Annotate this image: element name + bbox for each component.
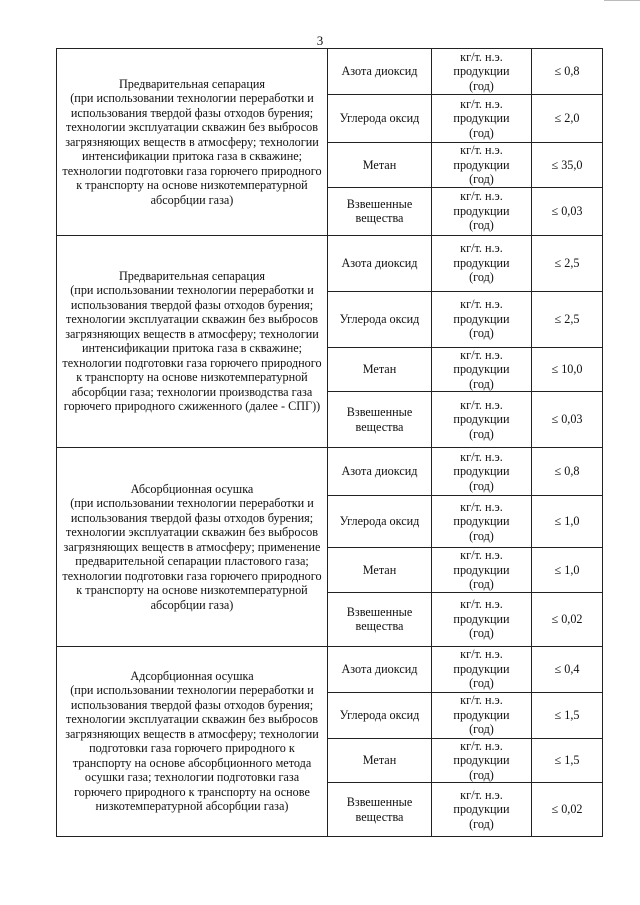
unit-line: кг/т. н.э. — [460, 397, 503, 412]
value-cell: ≤ 1,5 — [532, 692, 603, 738]
process-description: (при использовании технологии переработки и использования твердой фазы отходов бурения; технологии эксплуатации скважин без выбросов загрязняющих веществ в атмосферу; технологии подготовки газа горючего природного к транспорту на основе абсорбционного метода осушки газа; технологии подготовки газа горючего природного к транспорту на основе низкотемпературной абсорбции газа) — [65, 683, 319, 814]
emissions-table — [56, 48, 603, 837]
unit-line: (год) — [469, 125, 494, 140]
unit-cell — [432, 692, 532, 738]
unit-line: (год) — [469, 426, 494, 441]
substance-cell: Азота диоксид — [328, 448, 432, 496]
unit-line: продукции — [453, 661, 510, 676]
unit-line: (год) — [469, 816, 494, 831]
process-cell — [57, 49, 328, 236]
process-cell — [57, 646, 328, 837]
unit-line: (год) — [469, 626, 494, 641]
value-cell: ≤ 0,4 — [532, 646, 603, 692]
substance-cell: Метан — [328, 738, 432, 783]
substance-cell: Метан — [328, 548, 432, 593]
unit-line: продукции — [453, 514, 510, 529]
unit-line: кг/т. н.э. — [460, 787, 503, 802]
substance-cell: Взвешенные вещества — [328, 187, 432, 235]
process-title: Предварительная сепарация — [119, 268, 265, 283]
value-cell: ≤ 0,02 — [532, 783, 603, 837]
unit-line: продукции — [453, 707, 510, 722]
unit-line: (год) — [469, 172, 494, 186]
unit-line: кг/т. н.э. — [460, 647, 503, 662]
unit-cell — [432, 496, 532, 548]
value-cell: ≤ 35,0 — [532, 143, 603, 188]
substance-cell: Метан — [328, 347, 432, 392]
unit-cell — [432, 235, 532, 291]
table-row — [57, 448, 603, 496]
substance-cell: Углерода оксид — [328, 291, 432, 347]
value-cell: ≤ 0,03 — [532, 392, 603, 448]
substance-cell: Азота диоксид — [328, 235, 432, 291]
unit-line: продукции — [453, 311, 510, 326]
unit-cell — [432, 347, 532, 392]
process-title: Адсорбционная осушка — [130, 668, 254, 683]
value-cell: ≤ 0,8 — [532, 448, 603, 496]
unit-cell — [432, 392, 532, 448]
process-description: (при использовании технологии переработки и использования твердой фазы отходов бурения; технологии эксплуатации скважин без выбросов загрязняющих веществ в атмосферу; применение предварительной сепарации пластового газа; технологии подготовки газа горючего природного к транспорту на основе низкотемпературной абсорбции газа) — [62, 496, 322, 612]
unit-line: продукции — [453, 412, 510, 427]
substance-cell: Углерода оксид — [328, 692, 432, 738]
unit-cell — [432, 783, 532, 837]
unit-cell — [432, 646, 532, 692]
unit-line: кг/т. н.э. — [460, 548, 503, 562]
unit-cell — [432, 49, 532, 95]
unit-cell — [432, 448, 532, 496]
unit-cell — [432, 548, 532, 593]
value-cell: ≤ 1,0 — [532, 496, 603, 548]
unit-line: (год) — [469, 478, 494, 493]
process-description: (при использовании технологии переработки и использования твердой фазы отходов бурения; технологии эксплуатации скважин без выбросов загрязняющих веществ в атмосферу; технологии интенсификации притока газа в скважине; технологии подготовки газа горючего природного к транспорту на основе низкотемпературной абсорбции газа) — [62, 91, 322, 207]
unit-cell — [432, 143, 532, 188]
value-cell: ≤ 0,02 — [532, 592, 603, 646]
unit-cell — [432, 95, 532, 143]
substance-cell: Углерода оксид — [328, 95, 432, 143]
unit-line: продукции — [453, 611, 510, 626]
value-cell: ≤ 0,03 — [532, 187, 603, 235]
process-cell — [57, 448, 328, 647]
unit-line: кг/т. н.э. — [460, 143, 503, 157]
unit-line: кг/т. н.э. — [460, 449, 503, 464]
unit-line: продукции — [453, 64, 510, 79]
substance-cell: Взвешенные вещества — [328, 592, 432, 646]
unit-cell — [432, 592, 532, 646]
process-title: Предварительная сепарация — [119, 76, 265, 91]
unit-line: (год) — [469, 326, 494, 341]
unit-line: (год) — [469, 722, 494, 737]
unit-line: продукции — [453, 362, 510, 376]
unit-line: продукции — [453, 562, 510, 577]
unit-line: кг/т. н.э. — [460, 96, 503, 111]
value-cell: ≤ 2,5 — [532, 291, 603, 347]
unit-line: продукции — [453, 464, 510, 479]
process-cell — [57, 235, 328, 448]
substance-cell: Углерода оксид — [328, 496, 432, 548]
table-row — [57, 646, 603, 692]
unit-line: кг/т. н.э. — [460, 597, 503, 612]
value-cell: ≤ 0,8 — [532, 49, 603, 95]
table-row — [57, 235, 603, 291]
unit-line: (год) — [469, 676, 494, 691]
process-title: Абсорбционная осушка — [130, 481, 254, 496]
unit-line: кг/т. н.э. — [460, 693, 503, 708]
unit-line: (год) — [469, 78, 494, 93]
unit-line: продукции — [453, 111, 510, 126]
table-row — [57, 49, 603, 95]
value-cell: ≤ 10,0 — [532, 347, 603, 392]
substance-cell: Взвешенные вещества — [328, 392, 432, 448]
unit-cell — [432, 738, 532, 783]
unit-cell — [432, 291, 532, 347]
value-cell: ≤ 1,5 — [532, 738, 603, 783]
page-number: 3 — [316, 33, 324, 48]
value-cell: ≤ 2,0 — [532, 95, 603, 143]
unit-line: (год) — [469, 218, 494, 233]
unit-line: продукции — [453, 157, 510, 172]
unit-line: продукции — [453, 802, 510, 817]
unit-line: продукции — [453, 255, 510, 270]
unit-line: кг/т. н.э. — [460, 347, 503, 362]
unit-line: (год) — [469, 577, 494, 591]
value-cell: ≤ 2,5 — [532, 235, 603, 291]
unit-line: кг/т. н.э. — [460, 189, 503, 204]
unit-line: (год) — [469, 270, 494, 285]
value-cell: ≤ 1,0 — [532, 548, 603, 593]
unit-line: продукции — [453, 203, 510, 218]
unit-line: продукции — [453, 753, 510, 767]
scan-edge-mark — [604, 0, 640, 4]
substance-cell: Азота диоксид — [328, 646, 432, 692]
substance-cell: Взвешенные вещества — [328, 783, 432, 837]
unit-line: (год) — [469, 767, 494, 782]
substance-cell: Азота диоксид — [328, 49, 432, 95]
unit-cell — [432, 187, 532, 235]
unit-line: (год) — [469, 376, 494, 391]
table-body — [57, 49, 603, 837]
substance-cell: Метан — [328, 143, 432, 188]
process-description: (при использовании технологии переработки и использования твердой фазы отходов бурения; технологии эксплуатации скважин без выбросов загрязняющих веществ в атмосферу; технологии интенсификации притока газа в скважине; технологии подготовки газа горючего природного к транспорту на основе низкотемпературной абсорбции газа; технологии производства газа горючего природного сжиженного (далее - СПГ)) — [62, 283, 322, 414]
unit-line: кг/т. н.э. — [460, 49, 503, 64]
unit-line: кг/т. н.э. — [460, 499, 503, 514]
unit-line: (год) — [469, 528, 494, 543]
unit-line: кг/т. н.э. — [460, 738, 503, 753]
unit-line: кг/т. н.э. — [460, 241, 503, 256]
unit-line: кг/т. н.э. — [460, 297, 503, 312]
